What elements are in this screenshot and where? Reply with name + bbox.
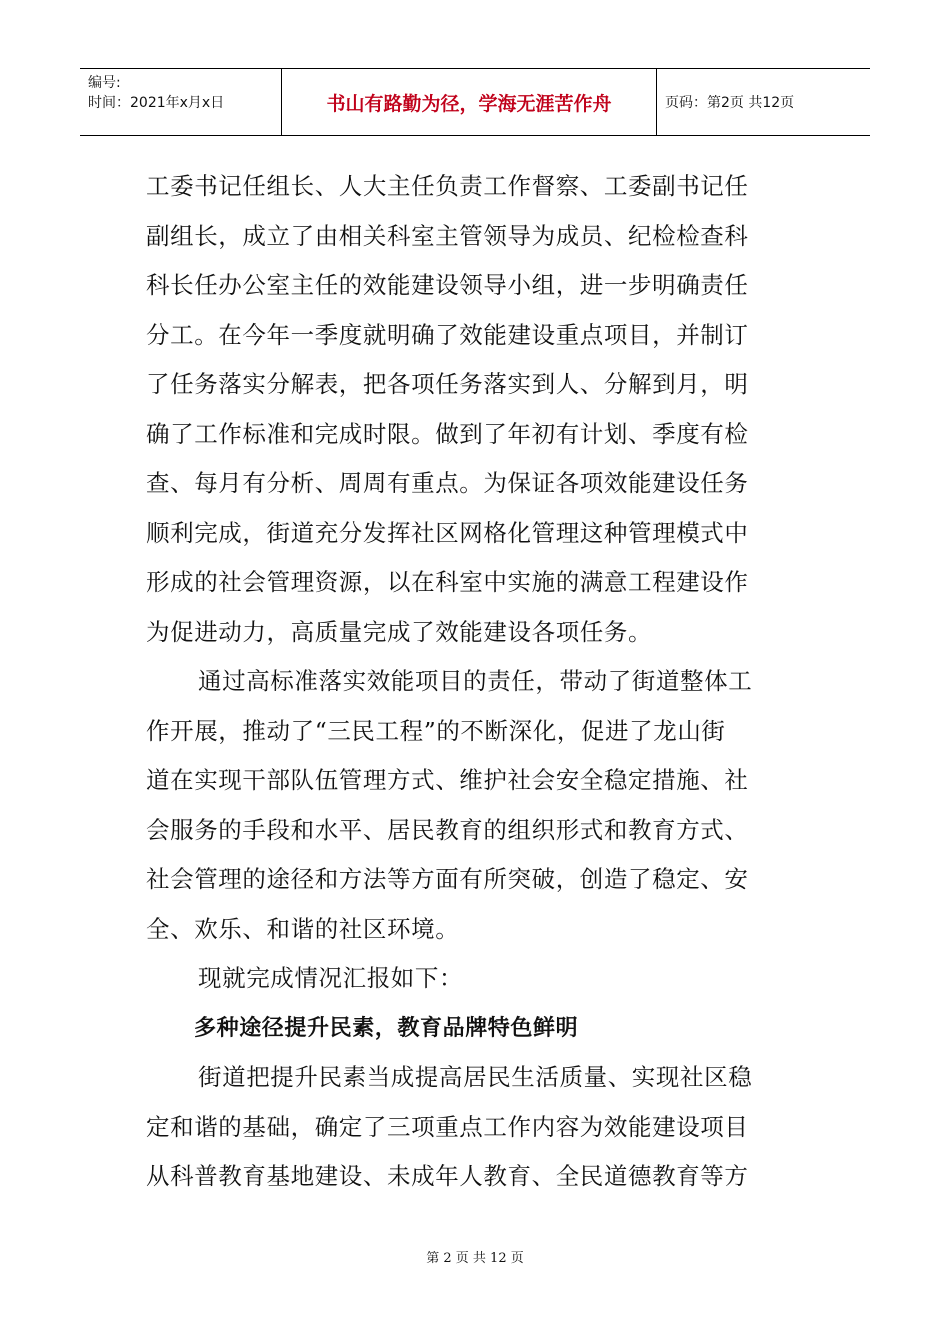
header-page-cell <box>657 69 870 135</box>
body-line: 了任务落实分解表，把各项任务落实到人、分解到月，明 <box>146 370 749 398</box>
body-line: 顺利完成，街道充分发挥社区网格化管理这种管理模式中 <box>146 518 749 547</box>
section-heading: 多种途径提升民素，教育品牌特色鲜明 <box>194 1015 579 1041</box>
body-line: 确了工作标准和完成时限。做到了年初有计划、季度有检 <box>146 419 749 448</box>
body-line: 形成的社会管理资源，以在科室中实施的满意工程建设作 <box>146 568 749 596</box>
body-line: 查、每月有分析、周周有重点。为保证各项效能建设任务 <box>146 469 749 497</box>
body-line: 社会管理的途径和方法等方面有所突破，创造了稳定、安 <box>146 865 749 893</box>
document-body <box>146 162 806 1202</box>
body-line: 会服务的手段和水平、居民教育的组织形式和教育方式、 <box>146 815 749 844</box>
paragraph-start-line: 通过高标准落实效能项目的责任，带动了街道整体工 <box>198 667 753 695</box>
number-label: 编号: <box>88 75 121 91</box>
time-label: 时间：2021年x月x日 <box>88 95 225 111</box>
body-line: 作开展，推动了“三民工程”的不断深化，促进了龙山街 <box>146 716 726 745</box>
paragraph-start-line: 现就完成情况汇报如下： <box>198 964 464 992</box>
page-footer <box>0 1247 950 1266</box>
motto-text: 书山有路勤为径，学海无涯苦作舟 <box>326 92 612 115</box>
body-line: 工委书记任组长、人大主任负责工作督察、工委副书记任 <box>146 172 749 200</box>
header-motto-cell <box>282 69 657 135</box>
body-line: 定和谐的基础，确定了三项重点工作内容为效能建设项目 <box>146 1112 749 1141</box>
body-line: 从科普教育基地建设、未成年人教育、全民道德教育等方 <box>146 1162 749 1190</box>
footer-page-number: 第 2 页 共 12 页 <box>426 1251 524 1266</box>
document-header <box>80 68 870 136</box>
header-meta-cell <box>80 69 282 135</box>
body-line: 道在实现干部队伍管理方式、维护社会安全稳定措施、社 <box>146 766 749 794</box>
body-line: 全、欢乐、和谐的社区环境。 <box>146 914 460 943</box>
body-line: 副组长，成立了由相关科室主管领导为成员、纪检检查科 <box>146 221 749 250</box>
body-line: 分工。在今年一季度就明确了效能建设重点项目，并制订 <box>146 320 749 349</box>
body-line: 为促进动力，高质量完成了效能建设各项任务。 <box>146 617 653 646</box>
body-line: 科长任办公室主任的效能建设领导小组，进一步明确责任 <box>146 271 749 299</box>
paragraph-start-line: 街道把提升民素当成提高居民生活质量、实现社区稳 <box>198 1063 753 1091</box>
page-number-label: 页码：第2页 共12页 <box>665 95 795 111</box>
